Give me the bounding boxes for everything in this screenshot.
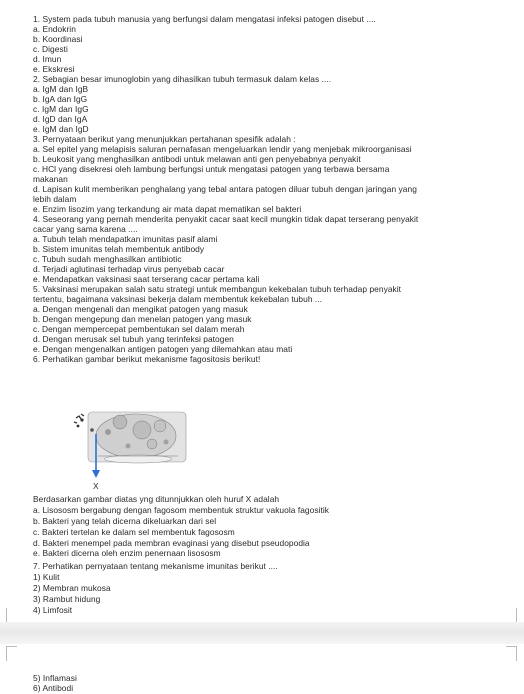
option-4d: d. Terjadi aglutinasi terhadap virus penyebab cacar [33, 264, 225, 274]
option-4b: b. Sistem imunitas telah membentuk antibody [33, 244, 205, 254]
statement-5: 5) Inflamasi [33, 673, 77, 683]
option-1a: a. Endokrin [33, 24, 76, 34]
question-3: 3. Pernyataan berikut yang menunjukkan pertahanan spesifik adalah : [33, 134, 296, 144]
option-6a: a. Lisososm bergabung dengan fagosom membentuk struktur vakuola fagositik [33, 505, 330, 515]
option-3e: e. Enzim lisozim yang terkandung air mata dapat mematikan sel bakteri [33, 204, 302, 214]
option-3d: d. Lapisan kulit memberikan penghalang yang tebal antara patogen diluar tubuh dengan jaringan yang [33, 184, 417, 194]
option-5a: a. Dengan mengenali dan mengikat patogen yang masuk [33, 304, 248, 314]
option-5c: c. Dengan mempercepat pembentukan sel dalam merah [33, 324, 245, 334]
option-1b: b. Koordinasi [33, 34, 83, 44]
option-2e: e. IgM dan IgD [33, 124, 89, 134]
page-corner-mark [506, 646, 517, 661]
option-4a: a. Tubuh telah mendapatkan imunitas pasif alami [33, 234, 218, 244]
option-2b: b. IgA dan IgG [33, 94, 88, 104]
option-2c: c. IgM dan IgG [33, 104, 89, 114]
question-7: 7. Perhatikan pernyataan tentang mekanisme imunitas berikut .... [33, 561, 278, 571]
page-corner-mark [6, 646, 17, 661]
statement-2: 2) Membran mukosa [33, 583, 111, 593]
option-1d: d. Imun [33, 54, 62, 64]
option-3a: a. Sel epitel yang melapisis saluran pernafasan mengeluarkan lendir yang menjebak mikroorganisasi [33, 144, 412, 154]
statement-1: 1) Kulit [33, 572, 60, 582]
option-2d: d. IgD dan IgA [33, 114, 88, 124]
option-5b: b. Dengan mengepung dan menelan patogen yang masuk [33, 314, 252, 324]
option-2a: a. IgM dan IgB [33, 84, 89, 94]
option-6c: c. Bakteri tertelan ke dalam sel membentuk fagososm [33, 527, 235, 537]
question-6: 6. Perhatikan gambar berikut mekanisme fagositosis berikut! [33, 354, 261, 364]
option-3c: c. HCl yang disekresi oleh lambung berfungsi untuk mengatasi patogen yang terbawa bersama [33, 164, 390, 174]
question-6-prompt: Berdasarkan gambar diatas yng ditunnjukkan oleh huruf X adalah [33, 494, 280, 504]
phagocytosis-diagram [68, 410, 188, 500]
option-3b: b. Leukosit yang menghasilkan antibodi untuk melawan anti gen penyebabnya penyakit [33, 154, 361, 164]
question-1: 1. System pada tubuh manusia yang berfungsi dalam mengatasi infeksi patogen disebut .... [33, 14, 376, 24]
option-1c: c. Digesti [33, 44, 68, 54]
page-corner-mark [6, 608, 17, 623]
question-5-cont: tertentu, bagaimana vaksinasi bekerja dalam membentuk kekebalan tubuh ... [33, 294, 323, 304]
page-separator [0, 622, 524, 644]
option-5e: e. Dengan mengenalkan antigen patogen yang dilemahkan atau mati [33, 344, 293, 354]
question-4: 4. Seseorang yang pernah menderita penyakit cacar saat kecil mungkin tidak dapat terserang penyakit [33, 214, 419, 224]
statement-4: 4) Limfosit [33, 605, 73, 615]
option-6d: d. Bakteri menempel pada membran evaginasi yang disebut pseudopodia [33, 538, 310, 548]
option-1e: e. Ekskresi [33, 64, 75, 74]
statement-3: 3) Rambut hidung [33, 594, 101, 604]
question-5: 5. Vaksinasi merupakan salah satu strategi untuk membangun kekebalan tubuh terhadap penyakit [33, 284, 402, 294]
document-page-2 [0, 644, 524, 694]
option-3d-cont: lebih dalam [33, 194, 77, 204]
page-corner-mark [506, 608, 517, 623]
option-4c: c. Tubuh sudah menghasilkan antibiotic [33, 254, 182, 264]
option-5d: d. Dengan merusak sel tubuh yang terinfeksi patogen [33, 334, 234, 344]
question-4-cont: cacar yang sama karena .... [33, 224, 138, 234]
option-3c-cont: makanan [33, 174, 68, 184]
question-2: 2. Sebagian besar imunoglobin yang dihasilkan tubuh termasuk dalam kelas .... [33, 74, 332, 84]
phagocytosis-figure [68, 410, 188, 500]
statement-6: 6) Antibodi [33, 683, 74, 693]
figure-label-x: X [93, 481, 99, 491]
option-4e: e. Mendapatkan vaksinasi saat terserang cacar pertama kali [33, 274, 260, 284]
option-6b: b. Bakteri yang telah dicerna dikeluarkan dari sel [33, 516, 217, 526]
option-6e: e. Bakteri dicerna oleh enzim penernaan lisososm [33, 548, 221, 558]
